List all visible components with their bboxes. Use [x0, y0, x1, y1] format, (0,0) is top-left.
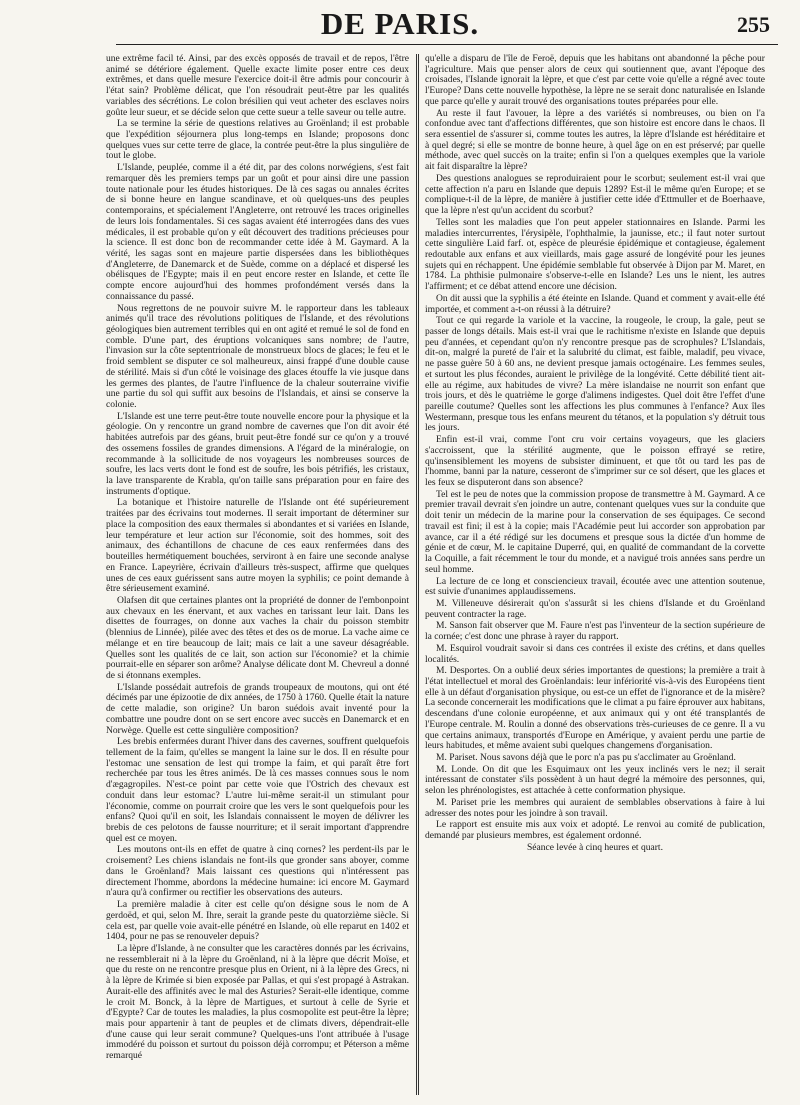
article-paragraph: Séance levée à cinq heures et quart. [527, 841, 663, 853]
article-paragraph: Nous regrettons de ne pouvoir suivre M. le rapporteur dans les tableaux animés qu'il trace des révolutions politiques de l'Islande, et des révolutions géologiques bien autrement terribles qui en ont agité et remué le sol de fond en comble. D'une part, des éruptions volcaniques sans nombre; de l'autre, l'invasion sur la côte septentrionale de monstrueux blocs de glaces; le feu et le froid semblent se disputer ce sol malheureux, ainsi frappé d'une double cause de stérilité. Mais si d'un côté le voisinage des glaces étouffe la vie jusque dans les germes des plantes, de l'autre l'influence de la chaleur souterraine vivifie une partie du sol qui suffit aux besoins de l'Islandais, et ainsi se conserve la colonie. [106, 302, 409, 410]
article-paragraph: M. Londe. On dit que les Esquimaux ont les yeux inclinés vers le nez; il serait intéressant de constater s'ils possèdent à un haut degré la mémoire des personnes, qui, selon les phrénologistes, est attachée à cette conformation physique. [425, 763, 765, 797]
article-paragraph: M. Pariset. Nous savons déjà que le porc n'a pas pu s'acclimater au Groënland. [436, 752, 736, 763]
article-paragraph: La première maladie à citer est celle qu'on désigne sous le nom de A gerdoëd, et qui, selon M. Ihre, serait la grande peste du quatorzième siècle. Si cela est, par quelle voie avait-elle pénétré en Islande, où elle reparut en 1402 et 1404, pour ne pas se renouveler depuis? [106, 899, 409, 943]
article-paragraph: M. Esquirol voudrait savoir si dans ces contrées il existe des crétins, et dans quelles localités. [425, 642, 765, 665]
article-paragraph: On dit aussi que la syphilis a été éteinte en Islande. Quand et comment y avait-elle été importée, et comment a-t-on réussi à la détruire? [425, 292, 765, 315]
article-paragraph: L'Islande est une terre peut-être toute nouvelle encore pour la physique et la géologie. On y rencontre un grand nombre de cavernes que l'on dit avoir été habitées autrefois par des géans, bruit peut-être fondé sur ce qu'on y a trouvé des ossemens fossiles de grandes dimensions. A l'égard de la minéralogie, on recommande à la sollicitude de nos voyageurs les nombreuses sources de soufre, les lacs verts dont le fond est de soufre, les bois pétrifiés, les cristaux, la lave transparente de Krabla, qu'on taille sans préparation pour en faire des instruments d'optique. [106, 410, 409, 497]
article-paragraph: La lèpre d'Islande, à ne consulter que les caractères donnés par les écrivains, ne ressemblerait ni à la lèpre du Groënland, ni à la lèpre que décrit Moïse, et que du reste on ne rencontre presque plus en Orient, ni à la lèpre des Grecs, ni à la lèpre de Krimée si bien exposée par Pallas, et qui s'est propagé à Astrakan. Aurait-elle des affinités avec le mal des Asturies? Serait-elle identique, comme le croit M. Bonck, à la lèpre de Martigues, et surtout à celle de Syrie et d'Egypte? Car de toutes les maladies, la plus cosmopolite est peut-être la lèpre; mais pour appartenir à tant de peuples et de climats divers, dépendrait-elle d'une cause qui leur serait commune? Quelques-uns l'ont attribuée à l'usage immodéré du poisson et surtout du poisson déjà corrompu; et Péterson a même remarqué [106, 942, 409, 1062]
article-paragraph: L'Islande possédait autrefois de grands troupeaux de moutons, qui ont été décimés par une épizootie de dix années, de 1750 à 1760. Quelle était la nature de cette maladie, son origine? Un baron suédois avait inventé pour la combattre une poudre dont on se sert encore avec succès en Danemarck et en Norwège. Quelle est cette singulière composition? [106, 681, 409, 736]
left-column [106, 54, 409, 1095]
article-paragraph: qu'elle a disparu de l'île de Feroë, depuis que les habitans ont abandonné la pêche pour l'agriculture. Mais que penser alors de ceux qui soutiennent que, avant l'époque des croisades, l'Islande ignorait la lèpre, et que c'est par cette voie qu'elle a régné avec toute l'Europe? Dans cette nouvelle hypothèse, la lèpre ne se serait donc naturalisée en Islande que parce qu'elle y aurait trouvé des organisations toutes préparées pour elle. [425, 54, 765, 107]
page-title: DE PARIS. [320, 6, 480, 41]
article-paragraph: M. Villeneuve désirerait qu'on s'assurât si les chiens d'Islande et du Groënland peuvent contracter la rage. [425, 597, 765, 620]
article-paragraph: une extrême facil té. Ainsi, par des excès opposés de travail et de repos, l'être animé se détériore également. Quelle exacte limite poser entre ces deux extrêmes, et dans quelle mesure l'exercice doit-il être admis pour concourir à l'état sain? Problème délicat, que l'on résoudrait peut-être par les qualités variables des sécrétions. Le colon brésilien qui veut acheter des esclaves noirs goûte leur sueur, et se décide selon que cette sueur a telle saveur ou telle autre. [106, 54, 409, 118]
article-paragraph: Des questions analogues se reproduiraient pour le scorbut; seulement est-il vrai que cette affection n'a paru en Islande que depuis 1289? Est-il le même qu'en Europe; et se complique-t-il de la lèpre, de manière à justifier cette idée d'Ettmuller et de Boerhaave, que la lèpre n'est qu'un accident du scorbut? [425, 172, 765, 217]
article-paragraph: M. Desportes. On a oublié deux séries importantes de questions; la première a trait à l'état intellectuel et moral des Groënlandais: leur infériorité vis-à-vis des Européens tient elle à un défaut d'organisation physique, ou est-ce un effet de l'ignorance et de la misère? La seconde concernerait les modifications que le climat a pu faire éprouver aux habitans, descendans d'une colonie européenne, et aux animaux qui y ont été transplantés de l'Europe centrale. M. Roulin a donné des observations très-curieuses de ce genre. Il a vu que certains animaux, transportés d'Europe en Amérique, y avaient perdu une partie de leurs habitudes, et même avaient subi quelques changemens d'organisation. [425, 665, 765, 752]
column-divider [416, 54, 419, 1095]
article-paragraph: La se termine la série de questions relatives au Groënland; il est probable que l'expédition séjournera plus long-temps en Islande; proposons donc quelques vues sur cette terre de glace, la contrée peut-être la plus singulière de tout le globe. [106, 118, 409, 162]
article-paragraph: Les brebis enfermées durant l'hiver dans des cavernes, souffrent quelquefois tellement de la faim, qu'elles se mangent la laine sur le dos. Il en résulte pour l'estomac une sensation de lest qui trompe la faim, et qui paraît être fort recherchée par tous les êtres animés. De là ces masses connues sous le nom d'ægagropiles. N'est-ce point par cette voie que l'Ostrich des chevaux est conduit dans leur estomac? L'autre lui-même serait-il un stimulant pour l'économie, comme on pourrait croire que les vers le sont quelquefois pour les enfans? Quoi qu'il en soit, les Islandais connaissent le moyen de délivrer les brebis de ces pelotons de fausse nourriture; et il serait important d'apprendre quel est ce moyen. [106, 736, 409, 844]
header-rule [116, 44, 778, 45]
article-paragraph: La botanique et l'histoire naturelle de l'Islande ont été supérieurement traitées par des écrivains tout modernes. Il serait important de déterminer sur place la composition des eaux thermales si abondantes et si variées en Islande, leur température et leur action sur l'économie, soit des hommes, soit des animaux, des échantillons de chacune de ces eaux renfermées dans des bouteilles hermétiquement bouchées, serviront à en faire une seconde analyse en France. Lapeyrière, écrivain d'ailleurs très-suspect, affirme que quelques unes de ces eaux guérissent sans autre moyen la syphilis; ce point demande à être sérieusement examiné. [106, 497, 409, 595]
article-paragraph: Tel est le peu de notes que la commission propose de transmettre à M. Gaymard. A ce premier travail devrait s'en joindre un autre, contenant quelques vues sur la conduite que doit tenir un médecin de la marine pour la conservation de ses équipages. Ce second travail est fini; il est à la copie; mais l'Académie peut lui accorder son approbation par avance, car il a été rédigé sur les documens et presque sous la dictée d'un homme de génie et de cœur, M. le capitaine Duperré, qui, en qualité de commandant de la corvette la Coquille, a fait récemment le tour du monde, et a navigué trois années sans perdre un seul homme. [425, 488, 765, 575]
article-paragraph: Olafsen dit que certaines plantes ont la propriété de donner de l'embonpoint aux chevaux en les énervant, et aux vaches en tarissant leur lait. Dans les disettes de fourrages, on donne aux vaches la chair du poisson stembitr (blennius de Linnée), pilée avec des têtes et des os de morue. La vache aime ce mélange et en tire beaucoup de lait; mais ce lait a une saveur désagréable. Quelles sont les qualités de ce lait, son action sur l'économie? et la chimie pourrait-elle en séparer son arôme? Analyse délicate dont M. Chevreul a donné de si étonnans exemples. [106, 594, 409, 681]
page-number: 255 [737, 12, 770, 37]
article-paragraph: Tout ce qui regarde la variole et la vaccine, la rougeole, le croup, la gale, peut se passer de longs détails. Mais est-il vrai que le rachitisme n'existe en Islande que depuis peu d'années, et cependant qu'on n'y rencontre presque pas de scrophules? L'Islandais, dit-on, malgré la pureté de l'air et la salubrité du climat, est faible, maladif, peu vivace, ne passe guère 50 à 60 ans, ne devient presque jamais octogénaire. Les femmes seules, et surtout les plus fécondes, auraient le privilège de la longévité. Cette débilité tient ait-elle au régime, aux habitudes de vivre? La mère islandaise ne nourrit son enfant que trois jours, et dès le quatrième le gorge d'alimens indigestes. Quel doit être l'effet d'une pareille coutume? Quelles sont les affections les plus communes à l'enfance? Aux îles Westermann, presque tous les enfans meurent du tétanos, et la population s'y détruit tous les jours. [425, 315, 765, 434]
article-paragraph: M. Sanson fait observer que M. Faure n'est pas l'inventeur de la section supérieure de la cornée; c'est donc une phrase à rayer du rapport. [425, 620, 765, 643]
article-paragraph: M. Pariset prie les membres qui auraient de semblables observations à faire à lui adresser des notes pour les joindre à son travail. [425, 796, 765, 819]
article-paragraph: Le rapport est ensuite mis aux voix et adopté. Le renvoi au comité de publication, demandé par plusieurs membres, est également ordonné. [425, 819, 765, 842]
article-paragraph: Les moutons ont-ils en effet de quatre à cinq cornes? les perdent-ils par le croisement? Les chiens islandais ne font-ils que gronder sans aboyer, comme dans le Groënland? Mais laissant ces questions qui n'intéressent pas directement l'homme, abordons la médecine humaine: ici encore M. Gaymard n'aura qu'à confirmer ou rectifier les observations des auteurs. [106, 844, 409, 899]
article-paragraph: Au reste il faut l'avouer, la lèpre a des variétés si nombreuses, ou bien on l'a confondue avec tant d'affections différentes, que son histoire est encore dans le chaos. Il sera essentiel de s'assurer si, comme toutes les autres, la lèpre d'Islande est héréditaire et à quel degré; si elle se montre de bonne heure, à quel âge on en est préservé; par quelle méthode, avec quel succès on la traite; enfin si l'on a quelques exemples que la variole ait fait disparaître la lèpre? [425, 107, 765, 173]
article-paragraph: Enfin est-il vrai, comme l'ont cru voir certains voyageurs, que les glaciers s'accroissent, que la stérilité augmente, que le poisson effrayé se retire, qu'insensiblement les moyens de subsister diminuent, et que tôt ou tard les pas de l'homme, banni par la nature, cesseront de s'imprimer sur ce sol désert, que les glaces et les feux se disputeront dans son absence? [425, 434, 765, 489]
right-column [425, 54, 765, 1095]
article-paragraph: L'Islande, peuplée, comme il a été dit, par des colons norwégiens, s'est fait remarquer dès les premiers temps par un goût et pour ainsi dire une passion toute nationale pour les études historiques. De là ces sagas ou annales écrites de si bonne heure en langue scandinave, et où quelques-uns des peuples contemporains, et spécialement l'Angleterre, ont retrouvé les traces originelles de leurs lois fondamentales. Si ces sagas avaient été interrogées dans des vues médicales, il est probable qu'on y eût découvert des traditions précieuses pour la science. Il est donc bon de recommander cette idée à M. Gaymard. A la vérité, les sagas sont en majeure partie dispersées dans les bibliothèques d'Angleterre, de Danemarck et de Suède, comme on a déplacé et dispersé les obélisques de l'Egypte; mais il en peut encore rester en Islande, et cette île compte encore aujourd'hui des hommes profondément versés dans la connaissance du passé. [106, 162, 409, 302]
article-paragraph: Telles sont les maladies que l'on peut appeler stationnaires en Islande. Parmi les maladies intercurrentes, l'érysipèle, l'ophthalmie, la jaunisse, etc.; il faut noter surtout cette singulière Laid farf. ot, espèce de pleurésie épidémique et contagieuse, également redoutable aux enfans et aux vieillards, mais gage assuré de longévité pour les jeunes sujets qui en réchappent. Une épidémie semblable fut observée à Dijon par M. Maret, en 1784. La phthisie pulmonaire s'observe-t-elle en Islande? Les uns le nient, les autres l'affirment; et ce débat attend encore une décision. [425, 216, 765, 293]
page-header [0, 0, 800, 44]
article-paragraph: La lecture de ce long et consciencieux travail, écoutée avec une attention soutenue, est suivie d'unanimes applaudissemens. [425, 575, 765, 598]
